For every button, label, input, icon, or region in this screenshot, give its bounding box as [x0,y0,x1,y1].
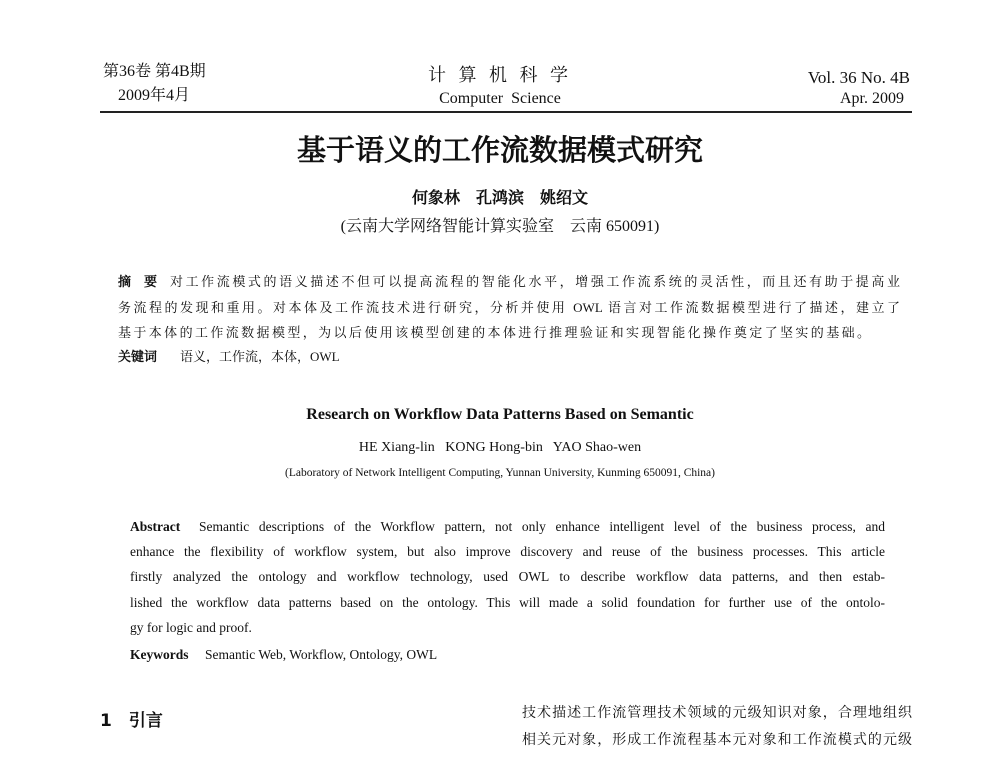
volume-en: Vol. 36 No. 4B [807,68,910,87]
abstract-cn-line: 对工作流模式的语义描述不但可以提高流程的智能化水平，增强工作流系统的灵活性，而且还有助于提高业 [170,274,900,289]
keywords-cn-label: 关键词 [118,349,158,364]
keywords-en-label: Keywords [130,647,189,662]
authors-en: HE Xiang-lin KONG Hong-bin YAO Shao-wen [358,440,642,455]
body-text-line: 相关元对象，形成工作流程基本元对象和工作流模式的元级 [522,732,912,748]
affiliation-en: (Laboratory of Network Intelligent Computing, Yunnan University, Kunming 650091, China) [284,467,715,479]
keywords-en: Semantic Web, Workflow, Ontology, OWL [205,647,438,662]
abstract-en-label: Abstract [130,519,181,534]
header-rule [100,111,912,113]
abstract-cn-line: 务流程的发现和重用。对本体及工作流技术进行研究，分析并使用 OWL 语言对工作流数据模型进行了描述，建立了 [118,300,900,315]
date-cn: 2009年4月 [118,87,191,104]
authors-cn: 何象林 孔鸿滨 姚绍文 [411,188,588,207]
affiliation-cn: (云南大学网络智能计算实验室 云南 650091) [340,218,660,235]
section-heading-introduction: 1 引言 [100,711,163,731]
abstract-en-line: gy for logic and proof. [130,620,252,635]
abstract-cn-label: 摘 要 [118,274,158,289]
abstract-en-line: enhance the flexibility of workflow system, but also improve discovery and reuse of the business processes. This article [130,544,885,559]
title-cn: 基于语义的工作流数据模式研究 [296,133,703,167]
keywords-cn: 语义，工作流，本体，OWL [180,349,340,364]
abstract-en-line: Semantic descriptions of the Workflow pattern, not only enhance intelligent level of the business process, and [199,519,885,534]
volume-issue: 第36卷 第4B期 [103,63,206,80]
title-en: Research on Workflow Data Patterns Based on Semantic [306,406,694,423]
abstract-en-line: lished the workflow data patterns based on the ontology. This will made a solid foundation for further use of the ontolo- [130,595,885,610]
journal-en: Computer Science [439,90,561,107]
abstract-cn-line: 基于本体的工作流数据模型，为以后使用该模型创建的本体进行推理验证和实现智能化操作奠定了坚实的基础。 [118,325,870,340]
date-en: Apr. 2009 [840,90,904,107]
journal-cn: 计 算 机 科 学 [428,65,572,85]
abstract-en-line: firstly analyzed the ontology and workflow technology, used OWL to describe workflow data patterns, and then estab- [130,569,885,584]
body-text-line: 技术描述工作流管理技术领域的元级知识对象，合理地组织 [522,705,912,721]
